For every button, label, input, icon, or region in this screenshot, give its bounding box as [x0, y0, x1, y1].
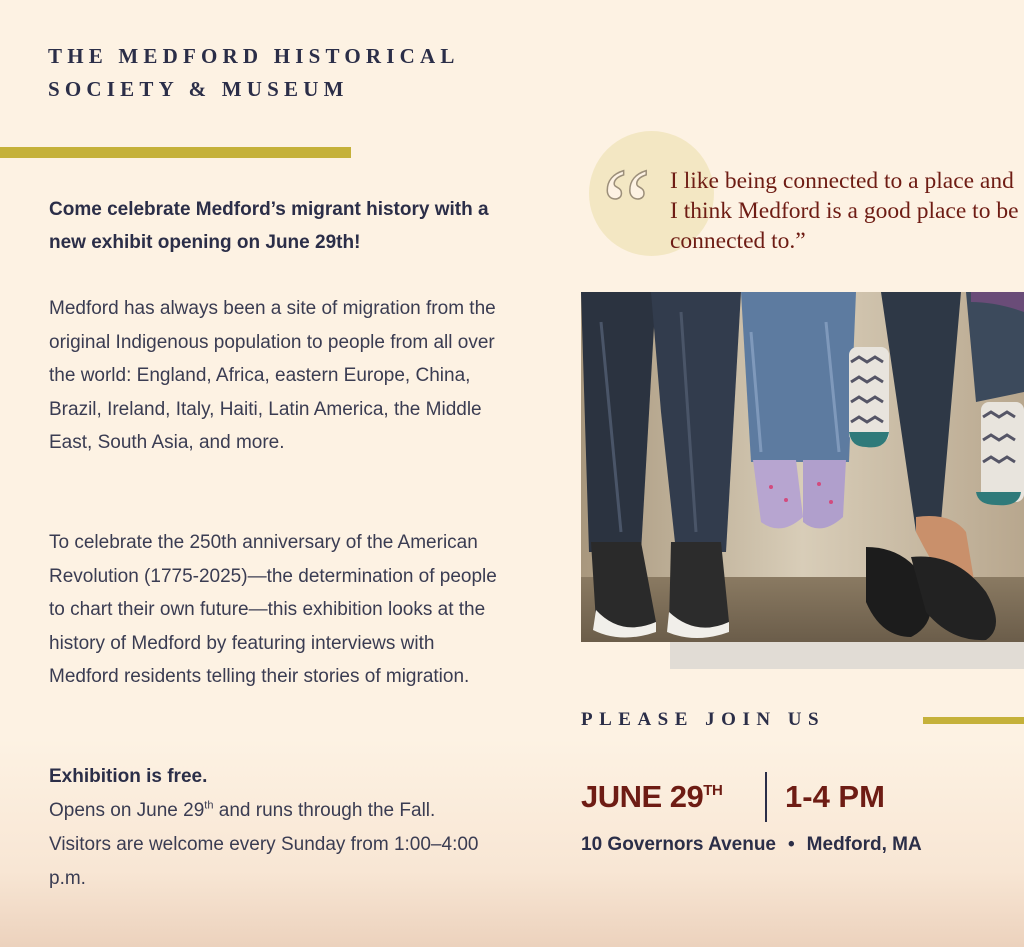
org-line-2: SOCIETY & MUSEUM — [48, 77, 349, 101]
opening-dates — [49, 794, 519, 828]
opens-suffix: th — [204, 799, 214, 812]
address-city: Medford, MA — [806, 834, 922, 855]
photo-shadow — [670, 642, 1024, 669]
visiting-hours: Visitors are welcome every Sunday from 1:00–4:00 p.m. — [49, 834, 479, 889]
event-date-main: JUNE 29 — [581, 779, 704, 814]
exhibit-photo — [581, 292, 1024, 642]
please-join-heading: PLEASE JOIN US — [581, 709, 826, 730]
address-separator: • — [788, 834, 795, 855]
accent-rule-left — [0, 147, 351, 158]
opens-text: Opens on June 29 — [49, 800, 205, 821]
intro-heading: Come celebrate Medford’s migrant history with a new exhibit opening on June 29th! — [49, 199, 489, 253]
paragraph-anniversary: To celebrate the 250th anniversary of the American Revolution (1775-2025)—the determination of people to chart their own future—this exhibition looks at the history of Medford by featuring interviews with Medford residents telling their stories of migration. — [49, 532, 497, 687]
event-date — [581, 779, 722, 815]
exhibition-details — [49, 760, 519, 896]
org-line-1: THE MEDFORD HISTORICAL — [48, 44, 460, 68]
accent-rule-right — [923, 717, 1024, 724]
quote-mark-icon: “ — [602, 146, 651, 268]
opens-rest: and runs through the Fall. — [213, 800, 436, 821]
date-time-divider — [765, 772, 767, 822]
legs-and-shoes-illustration — [581, 292, 1024, 642]
address-street: 10 Governors Avenue — [581, 834, 777, 855]
event-date-suffix: TH — [703, 782, 723, 799]
event-address — [581, 834, 922, 856]
event-time: 1-4 PM — [785, 779, 885, 814]
resident-quote: I like being connected to a place and I think Medford is a good place to be connected to.” — [670, 168, 1019, 254]
organization-name — [48, 40, 460, 106]
paragraph-migration: Medford has always been a site of migration from the original Indigenous population to people from all over the world: England, Africa, eastern Europe, China, Brazil, Ireland, Italy, Haiti, Latin America, the Middle East, South Asia, and more. — [49, 298, 496, 453]
free-admission: Exhibition is free. — [49, 766, 208, 787]
